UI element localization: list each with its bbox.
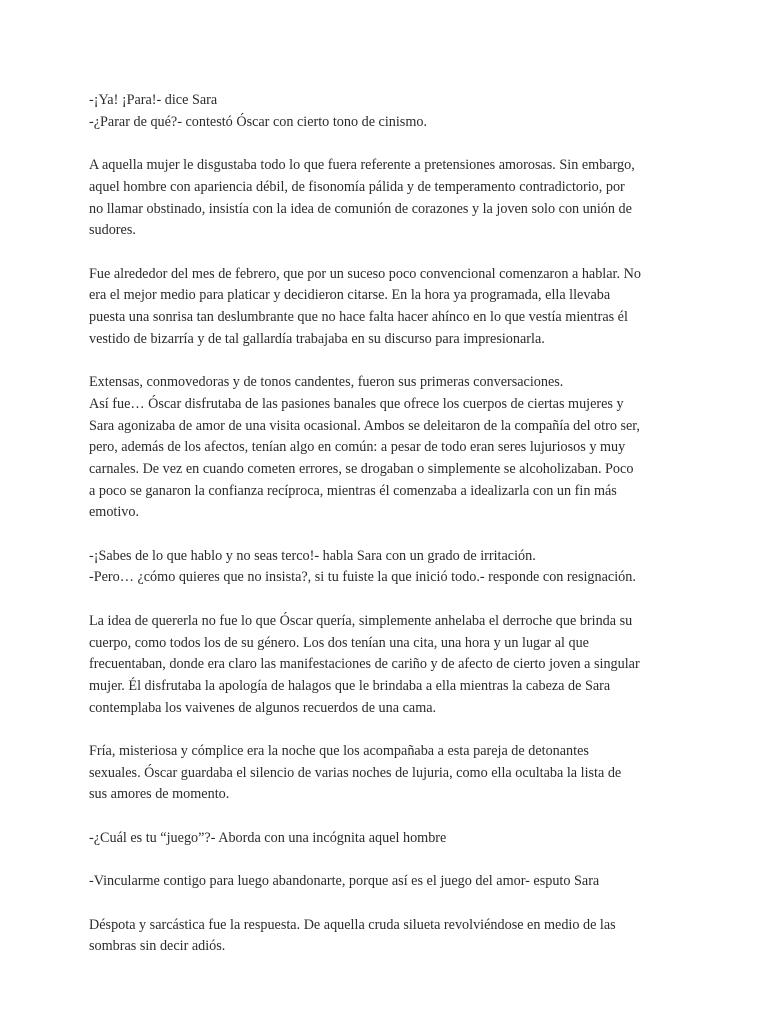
text-line: a poco se ganaron la confianza recíproca, mientras él comenzaba a idealizarla con un fin más xyxy=(89,482,617,499)
paragraph xyxy=(89,372,689,524)
text-line: -Pero… ¿cómo quieres que no insista?, si tu fuiste la que inició todo.- responde con resignación. xyxy=(89,569,636,586)
paragraph xyxy=(89,264,689,351)
text-line: Sara agonizaba de amor de una visita ocasional. Ambos se deleitaron de la compañía del otro ser, xyxy=(89,417,640,434)
text-line: -¿Cuál es tu “juego”?- Aborda con una incógnita aquel hombre xyxy=(89,829,447,846)
paragraph xyxy=(89,90,689,133)
text-line: -Vincularme contigo para luego abandonarte, porque así es el juego del amor- esputo Sara xyxy=(89,873,600,890)
text-line: sus amores de momento. xyxy=(89,786,230,803)
text-line: La idea de quererla no fue lo que Óscar quería, simplemente anhelaba el derroche que brinda su xyxy=(89,612,633,629)
text-line: Extensas, conmovedoras y de tonos candentes, fueron sus primeras conversaciones. xyxy=(89,374,564,391)
text-line: carnales. De vez en cuando cometen errores, se drogaban o simplemente se alcoholizaban. Poco xyxy=(89,460,634,477)
paragraph xyxy=(89,546,689,589)
text-line: A aquella mujer le disgustaba todo lo que fuera referente a pretensiones amorosas. Sin embargo, xyxy=(89,157,635,174)
text-line: Déspota y sarcástica fue la respuesta. De aquella cruda silueta revolviéndose en medio de las xyxy=(89,916,616,933)
text-line: no llamar obstinado, insistía con la idea de comunión de corazones y la joven solo con unión de xyxy=(89,200,632,217)
text-line: -¡Ya! ¡Para!- dice Sara xyxy=(89,92,218,108)
text-line: emotivo. xyxy=(89,504,140,521)
paragraph xyxy=(89,611,689,720)
paragraph xyxy=(89,741,689,806)
text-line: mujer. Él disfrutaba la apología de halagos que le brindaba a ella mientras la cabeza de Sara xyxy=(89,677,611,694)
text-line: Fue alrededor del mes de febrero, que por un suceso poco convencional comenzaron a hablar. No xyxy=(89,265,641,282)
text-line: -¡Sabes de lo que hablo y no seas terco!- habla Sara con un grado de irritación. xyxy=(89,547,536,564)
document-body xyxy=(89,90,689,980)
text-line: Fría, misteriosa y cómplice era la noche que los acompañaba a esta pareja de detonantes xyxy=(89,743,589,759)
text-line: vestido de bizarría y de tal gallardía trabajaba en su discurso para impresionarla. xyxy=(89,330,545,347)
text-line: contemplaba los vaivenes de algunos recuerdos de una cama. xyxy=(89,699,437,716)
text-line: pero, además de los afectos, tenían algo en común: a pesar de todo eran seres lujuriosos y muy xyxy=(89,439,626,456)
paragraph xyxy=(89,915,689,958)
paragraph xyxy=(89,155,689,242)
text-line: sudores. xyxy=(89,222,136,239)
paragraph xyxy=(89,871,689,893)
text-line: frecuentaban, donde era claro las manifestaciones de cariño y de afecto de cierto joven a singular xyxy=(89,656,640,673)
text-line: -¿Parar de qué?- contestó Óscar con cierto tono de cinismo. xyxy=(89,113,428,130)
text-line: sexuales. Óscar guardaba el silencio de varias noches de lujuria, como ella ocultaba la lista de xyxy=(89,764,622,781)
paragraph xyxy=(89,828,689,850)
text-line: cuerpo, como todos los de su género. Los dos tenían una cita, una hora y un lugar al que xyxy=(89,634,589,651)
text-line: aquel hombre con apariencia débil, de fisonomía pálida y de temperamento contradictorio, por xyxy=(89,178,625,195)
text-line: puesta una sonrisa tan deslumbrante que no hace falta hacer ahínco en lo que vestía mientras él xyxy=(89,309,628,325)
text-line: era el mejor medio para platicar y decidieron citarse. En la hora ya programada, ella llevaba xyxy=(89,287,611,304)
text-line: sombras sin decir adiós. xyxy=(89,938,226,955)
text-line: Así fue… Óscar disfrutaba de las pasiones banales que ofrece los cuerpos de ciertas mujeres y xyxy=(89,395,624,412)
